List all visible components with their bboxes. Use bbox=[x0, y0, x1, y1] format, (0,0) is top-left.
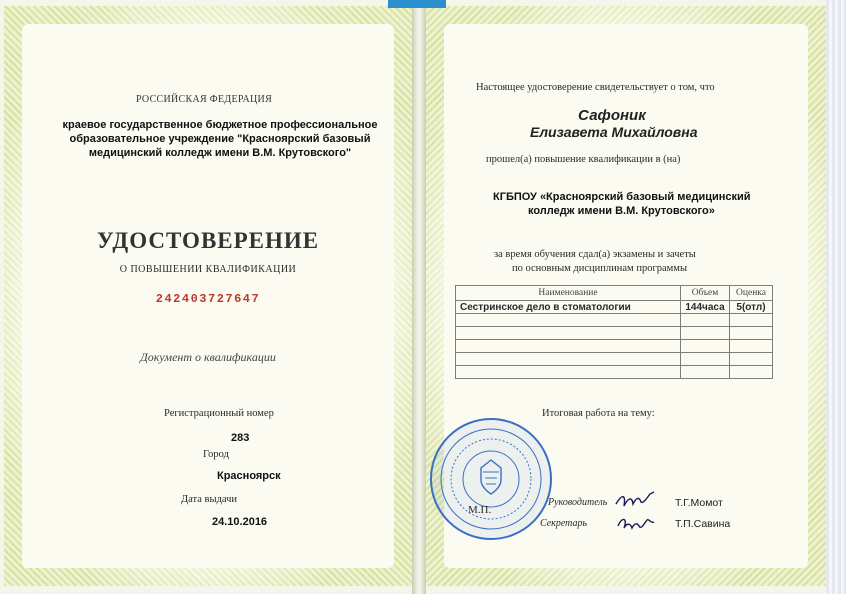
city-label: Город bbox=[203, 449, 229, 460]
head-label: Руководитель bbox=[548, 497, 608, 508]
spine-tab bbox=[388, 0, 446, 8]
holder-surname: Сафоник bbox=[578, 107, 646, 124]
document-title: УДОСТОВЕРЕНИЕ bbox=[96, 228, 320, 253]
organization-line-1: КГБПОУ «Красноярский базовый медицинский bbox=[493, 191, 751, 203]
table-cell bbox=[456, 353, 681, 366]
table-row bbox=[456, 314, 773, 327]
issue-date: 24.10.2016 bbox=[212, 516, 268, 528]
header-volume: Объем bbox=[681, 286, 730, 301]
table-cell bbox=[681, 327, 730, 340]
table-cell bbox=[456, 366, 681, 379]
registration-label: Регистрационный номер bbox=[164, 408, 274, 419]
institution-line-3: медицинский колледж имени В.М. Крутовского" bbox=[88, 147, 352, 159]
table-row bbox=[456, 353, 773, 366]
exam-text-line-1: за время обучения сдал(а) экзамены и зачеты bbox=[494, 249, 696, 260]
table-cell bbox=[730, 327, 773, 340]
course-volume: 144часа bbox=[681, 301, 730, 314]
table-cell bbox=[730, 353, 773, 366]
table-cell bbox=[730, 340, 773, 353]
table-cell bbox=[681, 340, 730, 353]
header-name: Наименование bbox=[456, 286, 681, 301]
final-work-label: Итоговая работа на тему: bbox=[542, 408, 655, 419]
table-row bbox=[456, 327, 773, 340]
table-cell bbox=[456, 340, 681, 353]
table-cell bbox=[681, 366, 730, 379]
head-name: Т.Г.Момот bbox=[675, 497, 723, 509]
course-table bbox=[455, 285, 773, 379]
issue-date-label: Дата выдачи bbox=[181, 494, 238, 505]
serial-number: 242403727647 bbox=[155, 292, 261, 306]
holder-name: Елизавета Михайловна bbox=[530, 124, 698, 140]
official-seal-stamp bbox=[428, 416, 554, 542]
table-cell bbox=[681, 314, 730, 327]
table-row bbox=[456, 366, 773, 379]
institution-name bbox=[60, 118, 380, 160]
table-row bbox=[456, 301, 773, 314]
city-value: Красноярск bbox=[217, 470, 281, 482]
exam-text-line-2: по основным дисциплинам программы bbox=[512, 263, 688, 274]
document-subtitle: О ПОВЫШЕНИИ КВАЛИФИКАЦИИ bbox=[119, 264, 297, 275]
secretary-label: Секретарь bbox=[540, 518, 588, 529]
table-row bbox=[456, 340, 773, 353]
institution-line-2: образовательное учреждение "Красноярский базовый bbox=[69, 133, 371, 145]
course-name: Сестринское дело в стоматологии bbox=[456, 301, 681, 314]
table-cell bbox=[730, 314, 773, 327]
country-heading: РОССИЙСКАЯ ФЕДЕРАЦИЯ bbox=[135, 94, 273, 105]
intro-text: Настоящее удостоверение свидетельствует о том, что bbox=[476, 82, 715, 93]
seal-place-label: М.П. bbox=[468, 504, 492, 516]
secretary-signature bbox=[614, 512, 658, 534]
table-header-row bbox=[456, 286, 773, 301]
registration-number: 283 bbox=[231, 432, 250, 444]
document-type: Документ о квалификации bbox=[140, 350, 276, 364]
secretary-name: Т.П.Савина bbox=[675, 518, 731, 530]
table-cell bbox=[681, 353, 730, 366]
page-edge bbox=[826, 0, 846, 594]
course-grade: 5(отл) bbox=[730, 301, 773, 314]
table-cell bbox=[730, 366, 773, 379]
institution-line-1: краевое государственное бюджетное профессиональное bbox=[62, 119, 378, 131]
head-signature bbox=[614, 488, 658, 510]
table-cell bbox=[456, 314, 681, 327]
table-cell bbox=[456, 327, 681, 340]
passed-text: прошел(а) повышение квалификации в (на) bbox=[486, 154, 681, 165]
organization-line-2: колледж имени В.М. Крутовского» bbox=[528, 205, 715, 217]
header-grade: Оценка bbox=[730, 286, 773, 301]
